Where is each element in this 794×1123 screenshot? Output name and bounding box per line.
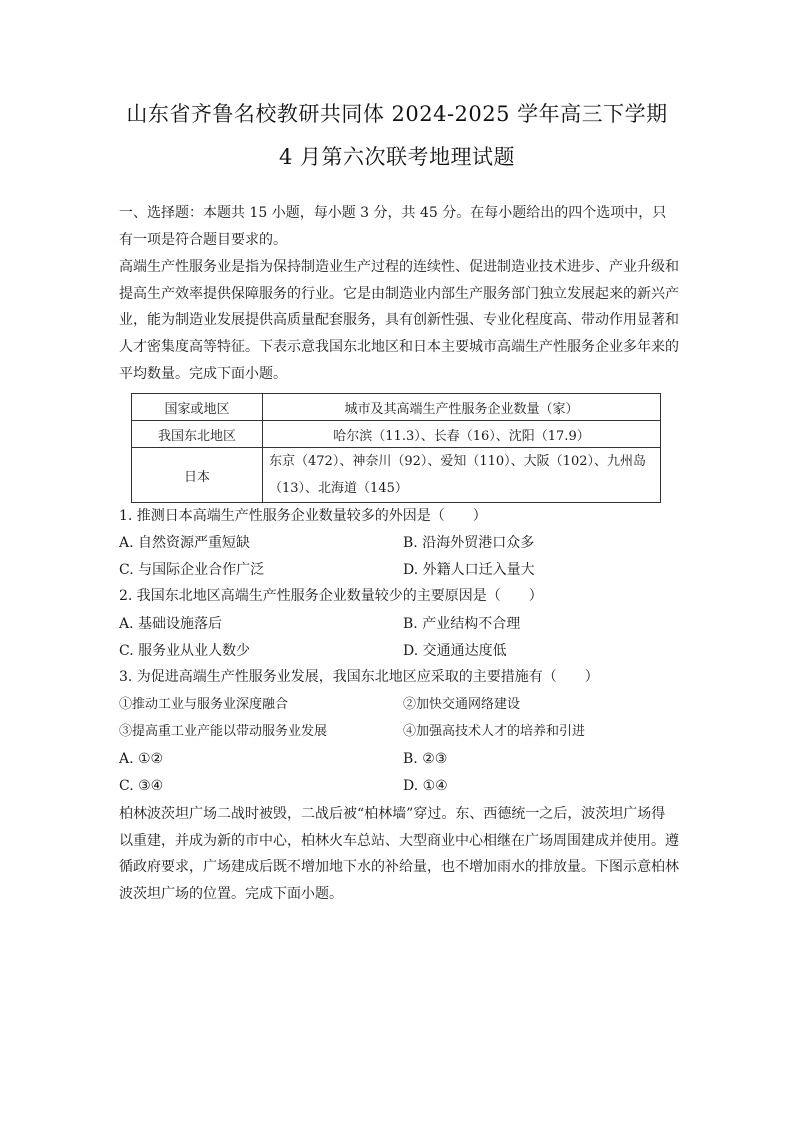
section-heading: 一、选择题：本题共 15 小题，每小题 3 分，共 45 分。在每小题给出的四个选项中，只有一项是符合题目要求的。: [119, 205, 667, 248]
question-3-statement-3: ③提高重工业产能以带动服务业发展: [119, 724, 328, 739]
table-row: [132, 421, 661, 448]
question-1-option-c[interactable]: C. 与国际企业合作广泛: [119, 562, 265, 578]
question-1-option-d[interactable]: D. 外籍人口迁入量大: [403, 562, 535, 578]
question-1-stem: 1. 推测日本高端生产性服务企业数量较多的外因是（ ）: [119, 508, 487, 524]
question-3-statement-2: ②加快交通网络建设: [403, 697, 521, 712]
question-2-stem: 2. 我国东北地区高端生产性服务企业数量较少的主要原因是（ ）: [119, 588, 543, 604]
question-2-option-a[interactable]: A. 基础设施落后: [119, 616, 223, 632]
enterprise-count-table: [131, 393, 661, 503]
question-3-option-d[interactable]: D. ①④: [403, 778, 448, 794]
table-header-region: 国家或地区: [132, 394, 263, 421]
table-cell-region: 我国东北地区: [132, 421, 263, 448]
question-3-option-b[interactable]: B. ②③: [403, 751, 448, 767]
table-cell-cities: 哈尔滨（11.3）、长春（16）、沈阳（17.9）: [263, 421, 661, 448]
question-1-option-a[interactable]: A. 自然资源严重短缺: [119, 535, 251, 551]
question-2-option-c[interactable]: C. 服务业从业人数少: [119, 643, 251, 659]
question-2-option-d[interactable]: D. 交通通达度低: [403, 643, 507, 659]
table-cell-region: 日本: [132, 448, 263, 503]
table-cell-cities: 东京（472）、神奈川（92）、爱知（110）、大阪（102）、九州岛（13）、北海道（145）: [263, 448, 661, 503]
table-row: [132, 448, 661, 503]
table-header-cities: 城市及其高端生产性服务企业数量（家）: [263, 394, 661, 421]
passage-berlin-potsdamer-platz: 柏林波茨坦广场二战时被毁，二战后被“柏林墙”穿过。东、西德统一之后，波茨坦广场得以重建，并成为新的市中心，柏林火车总站、大型商业中心相继在广场周围建成并使用。遵循政府要求，广场建成后既不增加地下水的补给量，也不增加雨水的排放量。下图示意柏林波茨坦广场的位置。完成下面小题。: [119, 806, 679, 903]
question-3-statement-1: ①推动工业与服务业深度融合: [119, 697, 289, 712]
question-1-option-b[interactable]: B. 沿海外贸港口众多: [403, 535, 535, 551]
passage-producer-services: 高端生产性服务业是指为保持制造业生产过程的连续性、促进制造业技术进步、产业升级和提高生产效率提供保障服务的行业。它是由制造业内部生产服务部门独立发展起来的新兴产业，能为制造业发展提供高质量配套服务，具有创新性强、专业化程度高、带动作用显著和人才密集度高等特征。下表示意我国东北地区和日本主要城市高端生产性服务企业多年来的平均数量。完成下面小题。: [119, 259, 679, 382]
question-3-option-c[interactable]: C. ③④: [119, 778, 164, 794]
exam-title-line-1: 山东省齐鲁名校教研共同体 2024-2025 学年高三下学期: [126, 102, 668, 126]
question-2-option-b[interactable]: B. 产业结构不合理: [403, 616, 521, 632]
question-3-option-a[interactable]: A. ①②: [119, 751, 164, 767]
question-3-statement-4: ④加强高技术人才的培养和引进: [403, 724, 586, 739]
question-3-stem: 3. 为促进高端生产性服务业发展，我国东北地区应采取的主要措施有（ ）: [119, 669, 599, 685]
table-header-row: [132, 394, 661, 421]
exam-title-line-2: 4 月第六次联考地理试题: [278, 145, 516, 169]
